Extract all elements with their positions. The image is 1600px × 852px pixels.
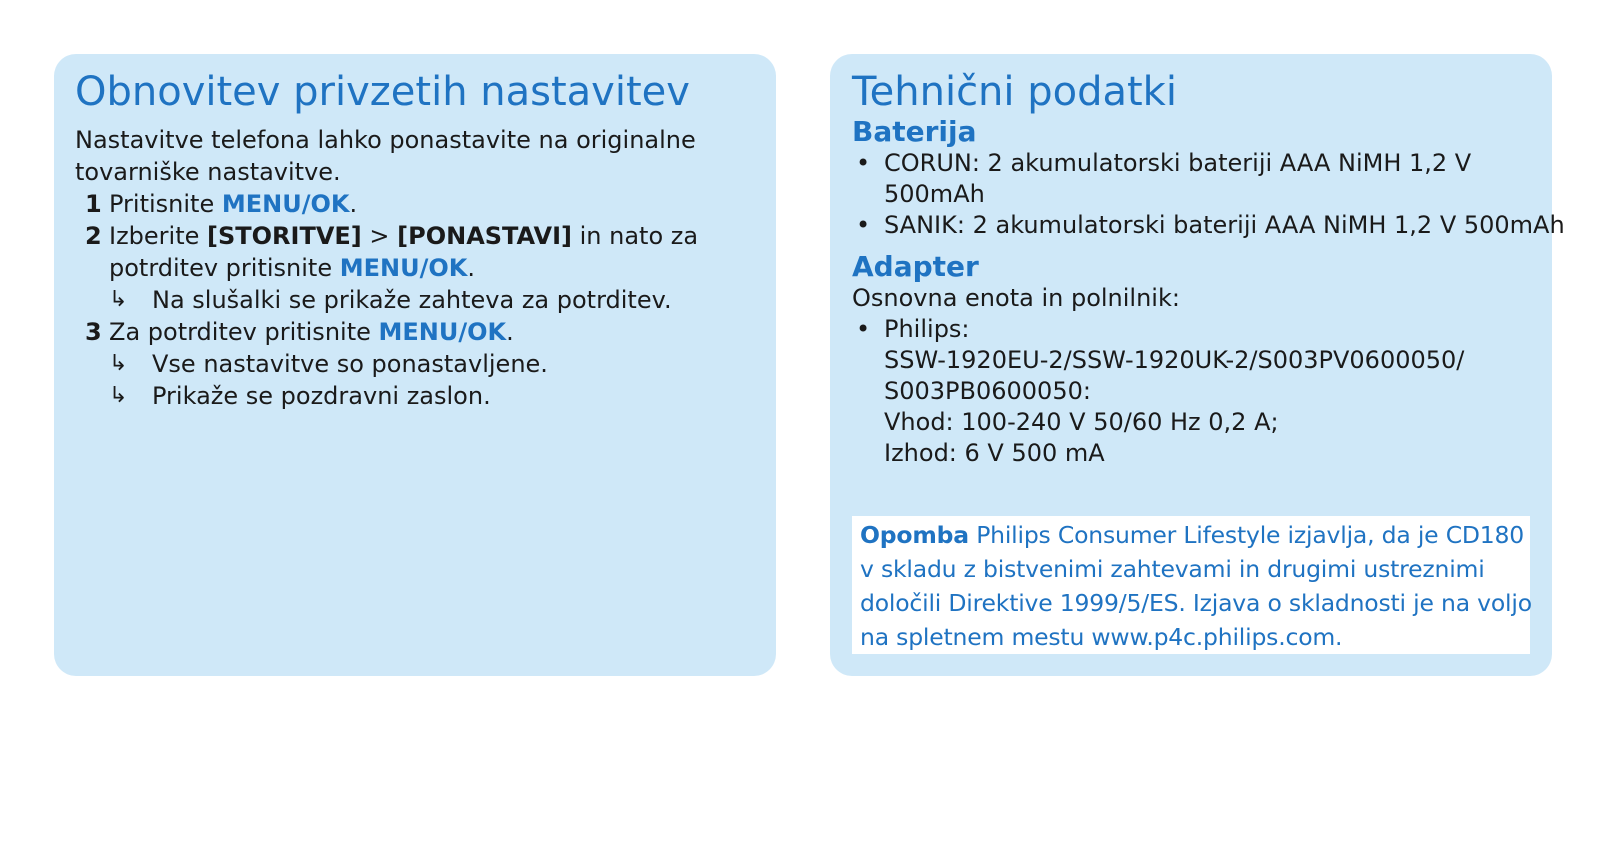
reset-settings-panel	[54, 54, 776, 676]
result-text: Vse nastavitve so ponastavljene.	[152, 350, 548, 378]
step-1	[75, 188, 756, 220]
step-text: in nato za	[571, 222, 699, 250]
step-number: 1	[85, 190, 102, 218]
bullet-icon: •	[856, 149, 871, 177]
adapter-item-line: Izhod: 6 V 500 mA	[884, 439, 1105, 467]
intro-text	[75, 124, 756, 188]
menu-item-storitve: [STORITVE]	[207, 222, 362, 250]
technical-data-panel	[830, 54, 1565, 676]
adapter-item-line: S003PB0600050:	[884, 377, 1091, 405]
adapter-intro: Osnovna enota in polnilnik:	[852, 284, 1180, 312]
step-text: .	[506, 318, 514, 346]
step-text: Pritisnite	[109, 190, 222, 218]
reset-settings-title: Obnovitev privzetih nastavitev	[75, 69, 690, 115]
result-arrow-icon: ↳	[109, 383, 128, 408]
adapter-heading: Adapter	[852, 250, 979, 283]
adapter-item	[852, 314, 1532, 469]
step-text: .	[349, 190, 358, 218]
battery-item	[852, 148, 1532, 210]
battery-item	[852, 210, 1565, 241]
adapter-item-line: Philips:	[884, 315, 970, 343]
step-3-result	[75, 348, 756, 380]
menu-ok-key: MENU/OK	[339, 254, 468, 282]
step-text: Za potrditev pritisnite	[109, 318, 379, 346]
adapter-item-line: Vhod: 100-240 V 50/60 Hz 0,2 A;	[884, 408, 1279, 436]
result-text: Prikaže se pozdravni zaslon.	[152, 382, 491, 410]
adapter-item-line: SSW-1920EU-2/SSW-1920UK-2/S003PV0600050/	[884, 346, 1465, 374]
note-line: določili Direktive 1999/5/ES. Izjava o skladnosti je na voljo	[860, 589, 1532, 617]
menu-ok-key: MENU/OK	[221, 190, 350, 218]
battery-heading: Baterija	[852, 115, 977, 148]
menu-ok-key: MENU/OK	[378, 318, 507, 346]
bullet-icon: •	[856, 211, 871, 239]
menu-item-ponastavi: [PONASTAVI]	[397, 222, 572, 250]
intro-line: tovarniške nastavitve.	[75, 158, 341, 186]
step-3-result	[75, 380, 756, 412]
battery-item-line: 500mAh	[884, 180, 985, 208]
note-line: v skladu z bistvenimi zahtevami in drugimi ustreznimi	[860, 555, 1485, 583]
step-number: 2	[85, 222, 102, 250]
technical-data-title: Tehnični podatki	[852, 69, 1177, 115]
step-text: potrditev pritisnite	[109, 254, 340, 282]
step-number: 3	[85, 318, 102, 346]
note-line	[860, 518, 1525, 552]
battery-item-line: CORUN: 2 akumulatorski bateriji AAA NiMH 1,2 V	[884, 149, 1472, 177]
separator: >	[361, 222, 398, 250]
result-text: Na slušalki se prikaže zahteva za potrditev.	[152, 286, 672, 314]
bullet-icon: •	[856, 315, 871, 343]
note-box	[852, 516, 1530, 654]
intro-line: Nastavitve telefona lahko ponastavite na originalne	[75, 126, 696, 154]
step-2	[75, 220, 756, 284]
battery-item-line: SANIK: 2 akumulatorski bateriji AAA NiMH 1,2 V 500mAh	[884, 211, 1565, 239]
note-label: Opomba	[860, 521, 969, 549]
step-text: Izberite	[109, 222, 208, 250]
note-line: na spletnem mestu www.p4c.philips.com.	[860, 623, 1343, 651]
step-2-result	[75, 284, 756, 316]
step-3	[75, 316, 756, 348]
step-text: .	[467, 254, 475, 282]
note-text: Philips Consumer Lifestyle izjavlja, da je CD180	[968, 521, 1525, 549]
result-arrow-icon: ↳	[109, 351, 128, 376]
result-arrow-icon: ↳	[109, 287, 128, 312]
